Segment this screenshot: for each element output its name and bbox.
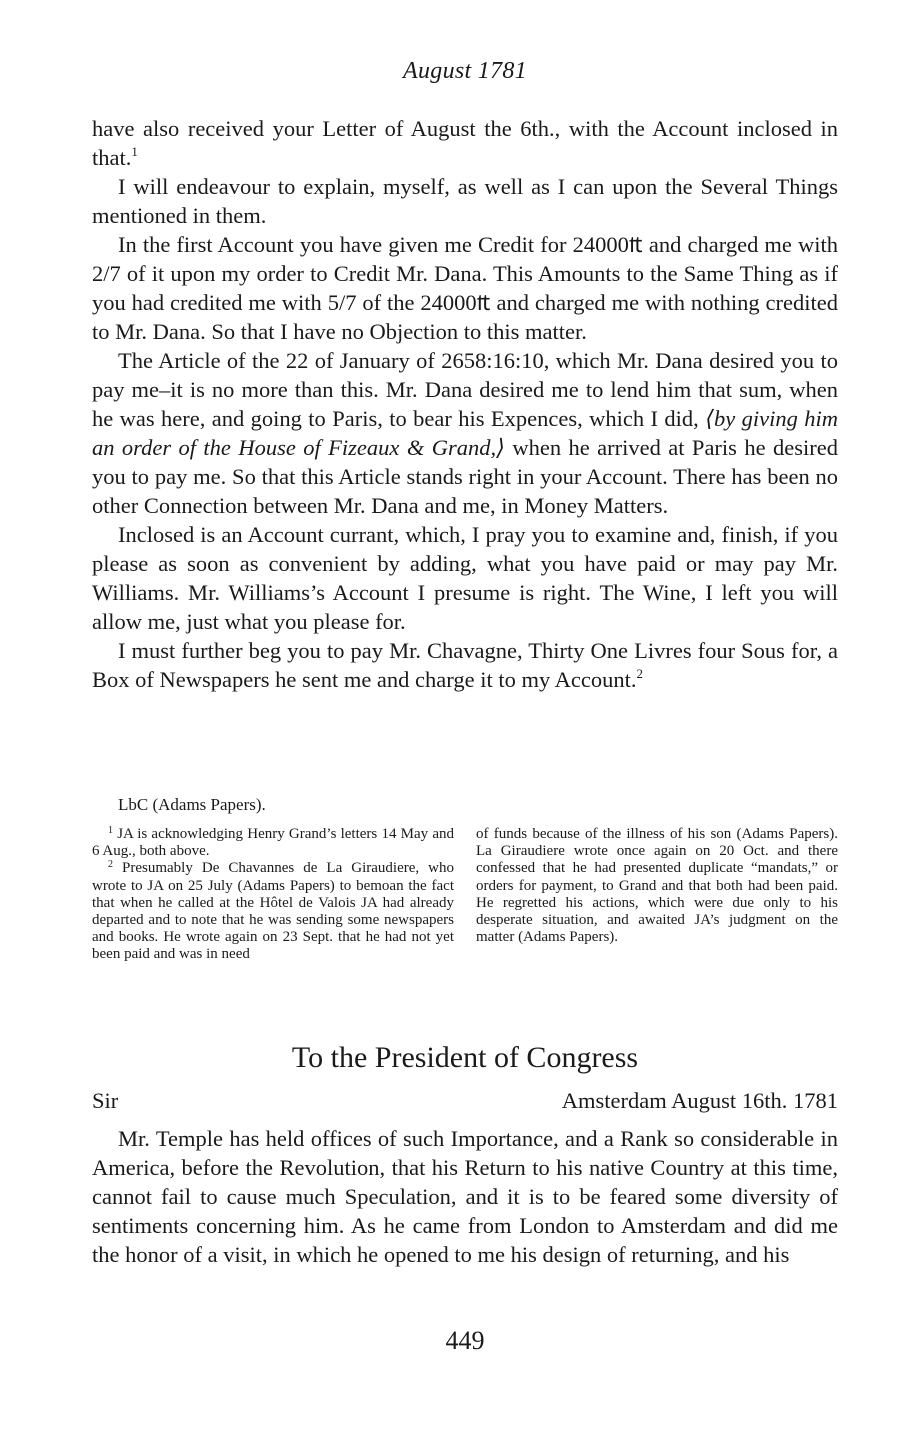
footnote-2-continued: of funds because of the illness of his son (Adams Papers). La Giraudiere wrote once again on 20 Oct. and there confessed that he had presented duplicate “mandats,” or orders for payment, to Grand and that both had been paid. He regretted his actions, which were due only to his desperate situation, and awaited JA’s judgment on the matter (Adams Papers). [476,826,838,946]
paragraph-6: I must further beg you to pay Mr. Chavagne, Thirty One Livres four Sous for, a Box of Newspapers he sent me and charge it to my Account.$^2$ [92,638,838,692]
paragraph-5: Inclosed is an Account currant, which, I pray you to examine and, finish, if you please as soon as convenient by adding, what you have paid or may pay Mr. Williams. Mr. Williams’s Account I presume is right. The Wine, I left you will allow me, just what you please for. [92,522,838,634]
footnote-marker-1: 1 [108,825,113,836]
footnotes-left-column [92,826,454,964]
running-head: August 1781 [403,58,527,84]
letter-to-president-body [92,1124,838,1269]
footnote-2: $^2$ Presumably De Chavannes de La Giraudiere, who wrote to JA on 25 July (Adams Papers) to bemoan the fact that when he called at the Hôtel de Valois JA had already departed and to note that he was sending some newspapers and books. He wrote again on 23 Sept. that he had not yet been paid and was in need [92,859,454,963]
letter-to-grand-body [92,114,838,694]
editorial-insertion: ⟨by giving him an order of the House of Fizeaux & Grand,⟩ [92,406,838,460]
paragraph-2: I will endeavour to explain, myself, as well as I can upon the Several Things mentioned in them. [92,174,838,228]
source-note: LbC (Adams Papers). [118,795,266,814]
paragraph-1: Mr. Temple has held offices of such Importance, and a Rank so considerable in America, before the Revolution, that his Return to his native Country at this time, cannot fail to cause much Speculation, and it is to be feared some diversity of sentiments concerning him. As he came from London to Amsterdam and did me the honor of a visit, in which he opened to me his design of returning, and his [92,1126,838,1267]
letter-title: To the President of Congress [291,1041,639,1074]
salutation: Sir [92,1088,119,1113]
footnote-marker-2: 2 [108,859,113,871]
footnote-ref-1[interactable]: 1 [131,144,138,159]
paragraph-1: have also received your Letter of August the 6th., with the Account inclosed in that.$^1$ [92,116,838,170]
footnote-1: $^1$ JA is acknowledging Henry Grand’s letters 14 May and 6 Aug., both above. [92,825,454,860]
dateline: Amsterdam August 16th. 1781 [561,1088,838,1113]
footnote-ref-2[interactable]: 2 [636,666,643,681]
paragraph-3: In the first Account you have given me Credit for 24000₶ and charged me with 2/7 of it upon my order to Credit Mr. Dana. This Amounts to the Same Thing as if you had credited me with 5/7 of the 24000₶ and charged me with nothing credited to Mr. Dana. So that I have no Objection to this matter. [92,232,838,344]
page-number: 449 [445,1326,485,1355]
footnotes [92,826,838,964]
paragraph-4: The Article of the 22 of January of 2658:16:10, which Mr. Dana desired you to pay me–it is no more than this. Mr. Dana desired me to lend him that sum, when he was here, and going to Paris, to bear his Expences, which I did, ⟨by giving him an order of the House of Fizeaux & Grand,⟩ when he arrived at Paris he desired you to pay me. So that this Article stands right in your Account. There has been no other Connection between Mr. Dana and me, in Money Matters. [92,348,838,518]
salutation-row [92,1086,838,1115]
footnotes-right-column [476,826,838,964]
